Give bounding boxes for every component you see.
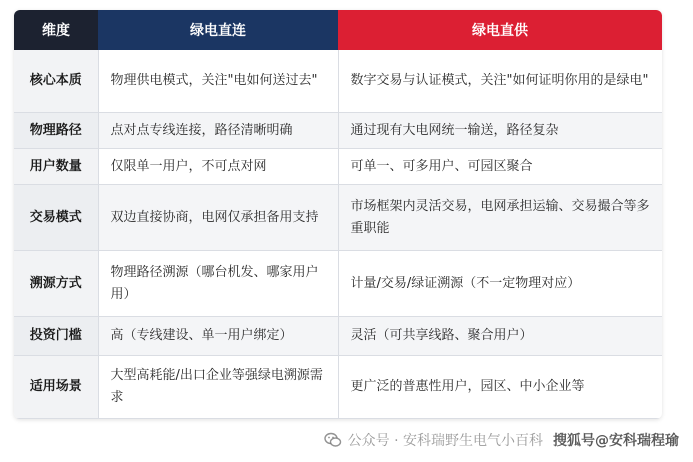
row-direct-cell: 大型高耗能/出口企业等强绿电溯源需求 — [98, 356, 338, 419]
row-direct-cell: 物理路径溯源（哪台机发、哪家用户用） — [98, 251, 338, 317]
row-supply-cell: 计量/交易/绿证溯源（不一定物理对应） — [338, 251, 662, 317]
row-supply-cell: 灵活（可共享线路、聚合用户） — [338, 317, 662, 356]
table-row — [14, 317, 662, 356]
header-dimension: 维度 — [14, 10, 98, 50]
row-supply-cell: 更广泛的普惠性用户，园区、中小企业等 — [338, 356, 662, 419]
row-dimension: 交易模式 — [14, 185, 98, 251]
row-supply-cell: 市场框架内灵活交易，电网承担运输、交易撮合等多重职能 — [338, 185, 662, 251]
table-header-row — [14, 10, 662, 50]
row-direct-cell: 高（专线建设、单一用户绑定） — [98, 317, 338, 356]
row-dimension: 用户数量 — [14, 149, 98, 185]
comparison-table — [14, 10, 662, 419]
header-green-direct-supply: 绿电直供 — [338, 10, 662, 50]
row-supply-cell: 数字交易与认证模式，关注"如何证明你用的是绿电" — [338, 50, 662, 113]
table-row — [14, 50, 662, 113]
row-dimension: 溯源方式 — [14, 251, 98, 317]
table-row — [14, 149, 662, 185]
row-direct-cell: 物理供电模式，关注"电如何送过去" — [98, 50, 338, 113]
comparison-table-grid — [14, 10, 662, 419]
row-supply-cell: 可单一、可多用户、可园区聚合 — [338, 149, 662, 185]
watermark-text: 公众号 · 安科瑞野生电气小百科 — [347, 433, 543, 449]
row-direct-cell: 双边直接协商，电网仅承担备用支持 — [98, 185, 338, 251]
wechat-icon — [324, 431, 342, 449]
row-dimension: 投资门槛 — [14, 317, 98, 356]
row-dimension: 适用场景 — [14, 356, 98, 419]
watermark — [324, 430, 679, 450]
table-row — [14, 185, 662, 251]
watermark-brand: 搜狐号@安科瑞程瑜 — [553, 433, 679, 449]
table-row — [14, 356, 662, 419]
row-direct-cell: 点对点专线连接，路径清晰明确 — [98, 113, 338, 149]
row-dimension: 核心本质 — [14, 50, 98, 113]
row-dimension: 物理路径 — [14, 113, 98, 149]
row-supply-cell: 通过现有大电网统一输送，路径复杂 — [338, 113, 662, 149]
header-green-direct-connect: 绿电直连 — [98, 10, 338, 50]
table-row — [14, 251, 662, 317]
table-row — [14, 113, 662, 149]
row-direct-cell: 仅限单一用户，不可点对网 — [98, 149, 338, 185]
